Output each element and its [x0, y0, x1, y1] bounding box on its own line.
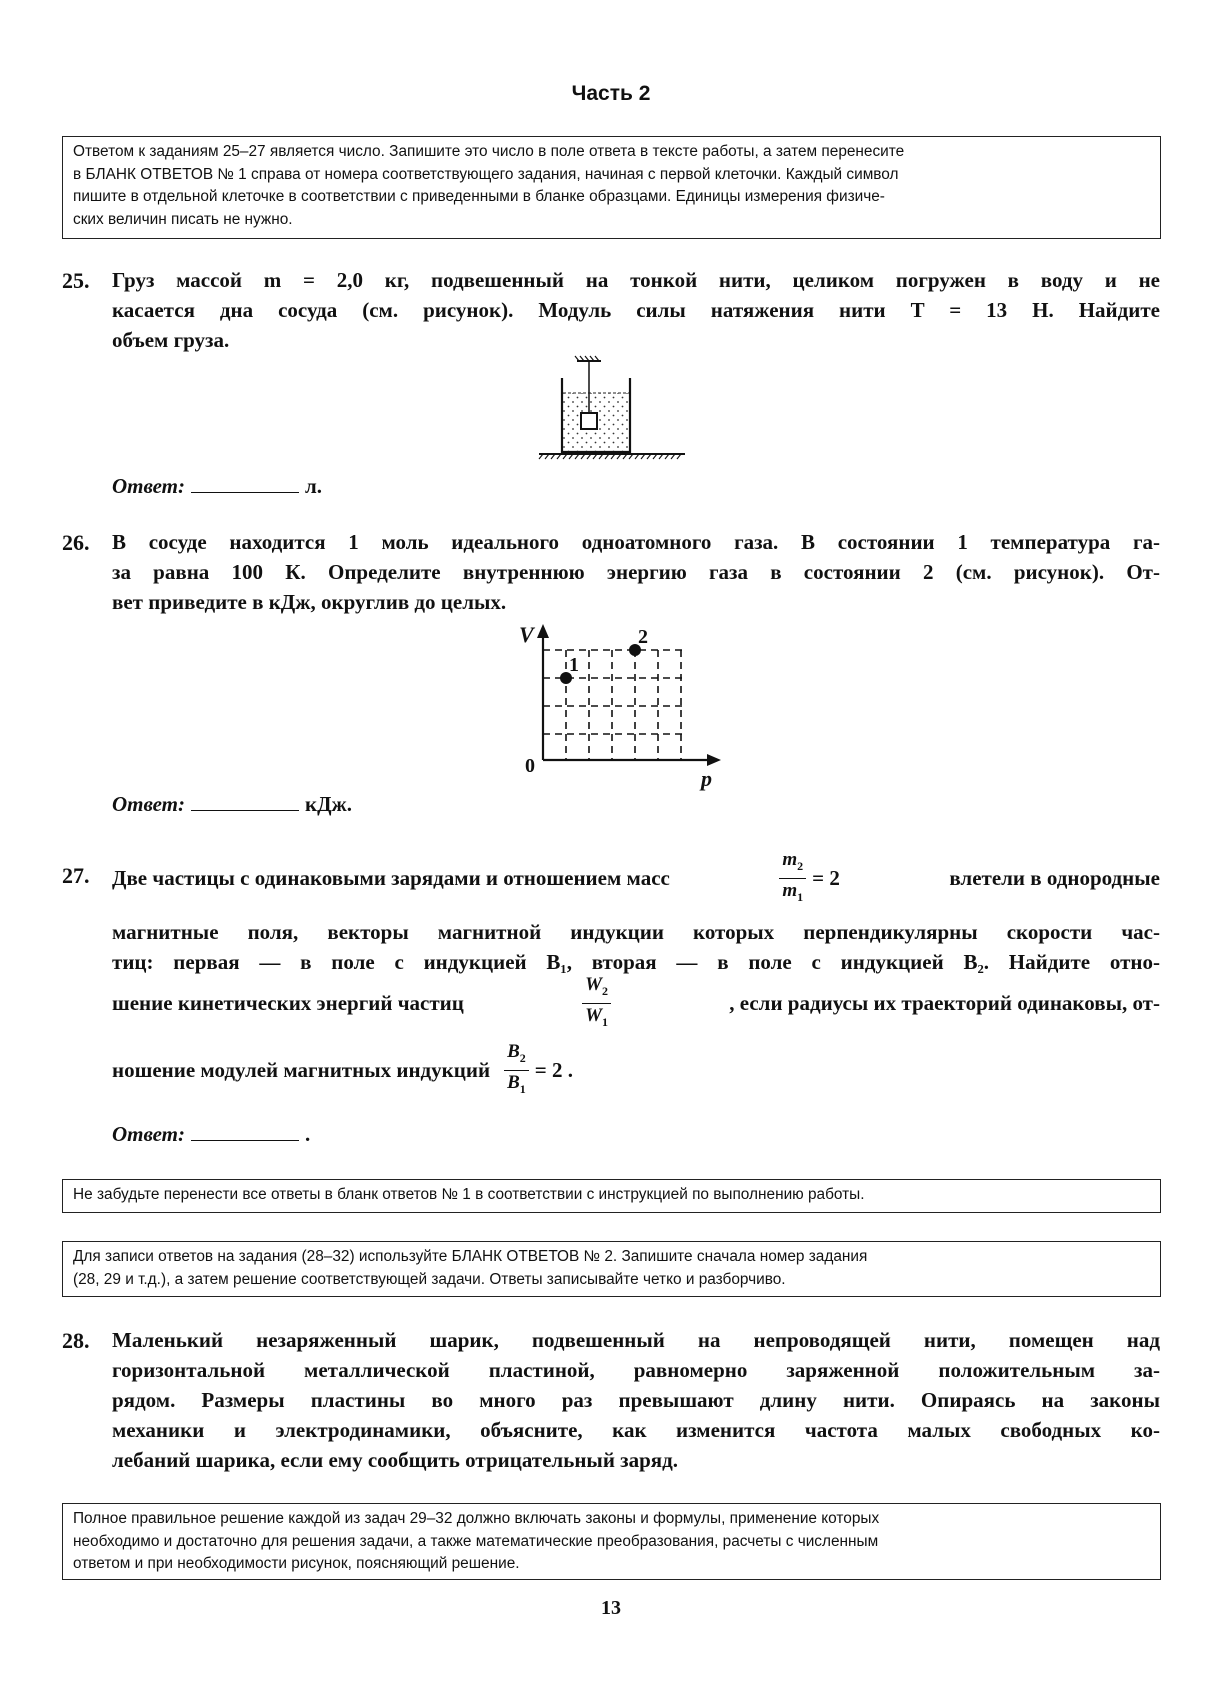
question-25-text-line: Груз массой m = 2,0 кг, подвешенный на тонкой нити, целиком погружен в воду и не — [112, 268, 1160, 292]
question-26-answer — [112, 792, 352, 817]
question-28-text-line: горизонтальной металлической пластиной, равномерно заряженной положительным за- — [112, 1358, 1160, 1382]
answer-blank[interactable] — [191, 474, 299, 493]
vp-graph — [505, 620, 725, 790]
answer-label: Ответ: — [112, 792, 185, 816]
question-27-text: , если радиусы их траекторий одинаковы, от- — [729, 990, 1160, 1015]
mass-ratio: $\frac{m_2}{m_1}$ = 2 — [779, 848, 840, 909]
instruction-line: ских величин писать не нужно. — [73, 210, 293, 228]
instruction-line: ответом и при необходимости рисунок, поясняющий решение. — [73, 1555, 520, 1572]
question-28-text-line: рядом. Размеры пластины во много раз превышают длину нити. Опираясь на законы — [112, 1388, 1160, 1412]
instruction-line: (28, 29 и т.д.), а затем решение соответствующей задачи. Ответы записывайте четко и разборчиво. — [73, 1270, 786, 1288]
answer-blank[interactable] — [191, 1122, 299, 1141]
page-number: 13 — [601, 1597, 621, 1619]
instruction-line: Ответом к заданиям 25–27 является число. Запишите это число в поле ответа в тексте работы, а затем перенесите — [73, 143, 905, 160]
question-25-number: 25. — [62, 268, 90, 293]
energy-ratio-fraction: $\frac{W_2}{W_1}$ — [582, 973, 611, 1034]
answer-unit: кДж. — [305, 792, 353, 816]
instruction-line: Для записи ответов на задания (28–32) используйте БЛАНК ОТВЕТОВ № 2. Запишите сначала номер задания — [73, 1248, 868, 1265]
question-26-text-line: вет приведите в кДж, округлив до целых. — [112, 590, 507, 614]
answer-label: Ответ: — [112, 1122, 185, 1146]
question-28-text-line: лебаний шарика, если ему сообщить отрицательный заряд. — [112, 1448, 679, 1472]
part-title: Часть 2 — [571, 82, 651, 105]
question-27-text-line: магнитные поля, векторы магнитной индукции которых перпендикулярны скорости час- — [112, 920, 1160, 944]
question-27-line-4 — [112, 973, 1160, 1033]
origin-label: 0 — [525, 755, 535, 777]
question-26-number: 26. — [62, 530, 90, 555]
question-28-text-line: Маленький незаряженный шарик, подвешенный на непроводящей нити, помещен над — [112, 1328, 1160, 1352]
question-25-answer — [112, 474, 322, 499]
reminder-box — [62, 1179, 1161, 1213]
question-27-text: ношение модулей магнитных индукций — [112, 1057, 491, 1082]
instruction-line: необходимо и достаточно для решения задачи, а также математические преобразования, расчеты с численным — [73, 1532, 879, 1550]
question-27-number: 27. — [62, 863, 90, 888]
question-27-line-1 — [112, 848, 1160, 908]
instruction-box-solutions-29-32 — [62, 1503, 1161, 1580]
question-26-text-line: В сосуде находится 1 моль идеального одноатомного газа. В состоянии 1 температура га- — [112, 530, 1160, 554]
vessel-figure — [535, 355, 695, 465]
reminder-text: Не забудьте перенести все ответы в бланк ответов № 1 в соответствии с инструкцией по выполнению работы. — [73, 1186, 865, 1203]
question-28-number: 28. — [62, 1328, 90, 1353]
question-27-answer: Ответ: . — [112, 1122, 311, 1146]
question-27-line-5: ношение модулей магнитных индукций $\frac{B_2}{B_1}$ = 2 . — [112, 1040, 573, 1100]
question-27-text: влетели в однородные — [949, 865, 1160, 890]
question-25-text-line: касается дна сосуда (см. рисунок). Модуль силы натяжения нити T = 13 Н. Найдите — [112, 298, 1160, 322]
question-27-text-line: тиц: первая — в поле с индукцией B₁, вторая — в поле с индукцией B₂. Найдите отно- — [112, 950, 1160, 974]
answer-label: Ответ: — [112, 474, 185, 498]
question-27-text: шение кинетических энергий частиц — [112, 990, 464, 1015]
instruction-box-answers-25-27 — [62, 136, 1161, 239]
instruction-line: Полное правильное решение каждой из задач 29–32 должно включать законы и формулы, применение которых — [73, 1510, 880, 1527]
mass-ratio-fraction: $\frac{m_2}{m_1}$ — [779, 848, 806, 909]
instruction-line: пишите в отдельной клеточке в соответствии с приведенными в бланке образцами. Единицы измерения физиче- — [73, 188, 885, 205]
instruction-box-answers-28-32 — [62, 1241, 1161, 1297]
induction-ratio-fraction: $\frac{B_2}{B_1}$ — [504, 1040, 529, 1101]
point-1-label: 1 — [569, 654, 579, 676]
answer-blank[interactable] — [191, 792, 299, 811]
y-axis-label: V — [519, 622, 534, 647]
question-27-text: Две частицы с одинаковыми зарядами и отношением масс — [112, 865, 670, 890]
x-axis-label: p — [701, 766, 712, 791]
point-2-label: 2 — [638, 626, 648, 648]
question-28-text-line: механики и электродинамики, объясните, как изменится частота малых свободных ко- — [112, 1418, 1160, 1442]
instruction-line: в БЛАНК ОТВЕТОВ № 1 справа от номера соответствующего задания, начиная с первой клеточки. Каждый символ — [73, 165, 899, 183]
question-25-text-line: объем груза. — [112, 328, 230, 352]
answer-unit: л. — [305, 474, 323, 498]
question-26-text-line: за равна 100 К. Определите внутреннюю энергию газа в состоянии 2 (см. рисунок). От- — [112, 560, 1160, 584]
